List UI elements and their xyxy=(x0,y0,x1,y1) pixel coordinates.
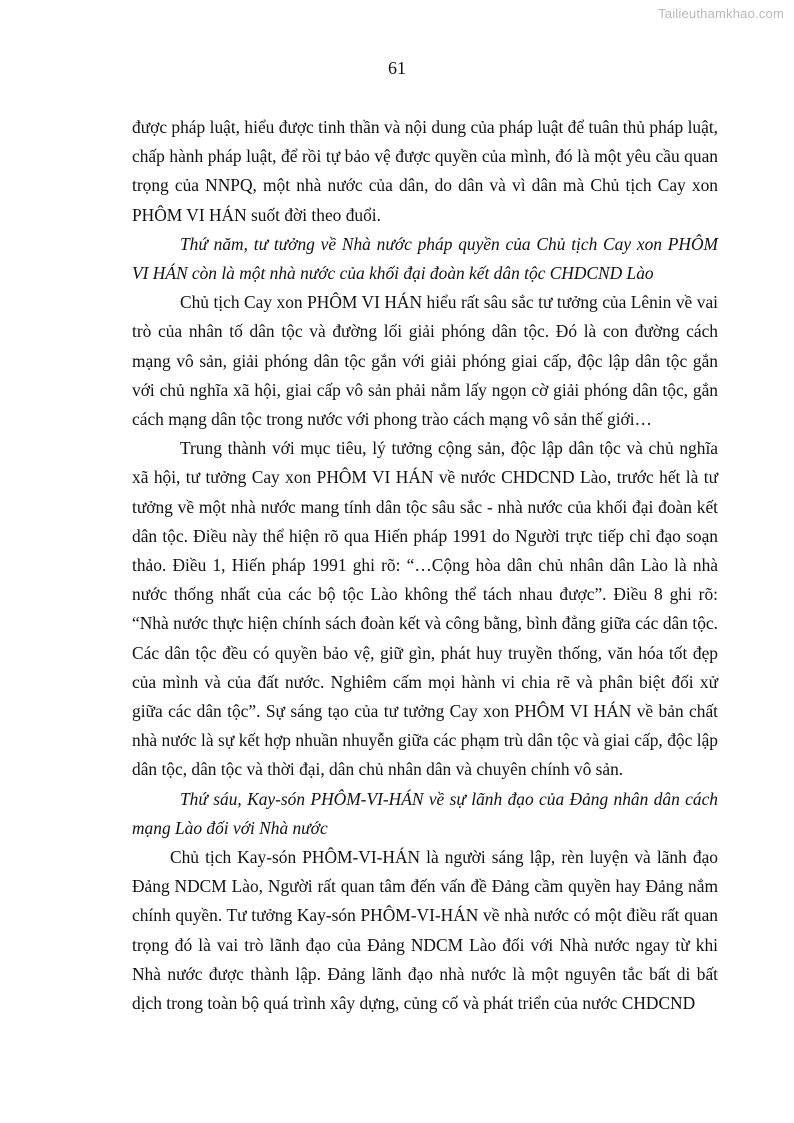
page-number: 61 xyxy=(388,58,406,78)
paragraph: Trung thành với mục tiêu, lý tưởng cộng sản, độc lập dân tộc và chủ nghĩa xã hội, tư tưởng Cay xon PHÔM VI HÁN về nước CHDCND Lào, trước hết là tư tưởng về một nhà nước mang tính dân tộc sâu sắc - nhà nước của khối đại đoàn kết dân tộc. Điều này thể hiện rõ qua Hiến pháp 1991 do Người trực tiếp chỉ đạo soạn thảo. Điều 1, Hiến pháp 1991 ghi rõ: “…Cộng hòa dân chủ nhân dân Lào là nhà nước thống nhất của các bộ tộc Lào không thể tách nhau được”. Điều 8 ghi rõ: “Nhà nước thực hiện chính sách đoàn kết và công bằng, bình đẳng giữa các dân tộc. Các dân tộc đều có quyền bảo vệ, giữ gìn, phát huy truyền thống, văn hóa tốt đẹp của mình và của đất nước. Nghiêm cấm mọi hành vi chia rẽ và phân biệt đối xử giữa các dân tộc”. Sự sáng tạo của tư tưởng Cay xon PHÔM VI HÁN về bản chất nhà nước là sự kết hợp nhuần nhuyễn giữa các phạm trù dân tộc và giai cấp, độc lập dân tộc, dân tộc và thời đại, dân chủ nhân dân và chuyên chính vô sản. xyxy=(132,438,718,780)
paragraph-continuation: được pháp luật, hiểu được tinh thần và nội dung của pháp luật để tuân thủ pháp luật, chấp hành pháp luật, để rồi tự bảo vệ được quyền của mình, đó là một yêu cầu quan trọng của NNPQ, một nhà nước của dân, do dân và vì dân mà Chủ tịch Cay xon PHÔM VI HÁN suốt đời theo đuổi. xyxy=(132,117,718,225)
document-body xyxy=(132,113,718,1018)
section-heading-fifth: Thứ năm, tư tưởng về Nhà nước pháp quyền của Chủ tịch Cay xon PHÔM VI HÁN còn là một nhà nước của khối đại đoàn kết dân tộc CHDCND Lào xyxy=(132,233,718,284)
paragraph: Chủ tịch Cay xon PHÔM VI HÁN hiểu rất sâu sắc tư tưởng của Lênin về vai trò của nhân tố dân tộc và đường lối giải phóng dân tộc. Đó là con đường cách mạng vô sản, giải phóng dân tộc gắn với giải phóng giai cấp, độc lập dân tộc gắn với chủ nghĩa xã hội, giai cấp vô sản phải nắm lấy ngọn cờ giải phóng dân tộc, gắn cách mạng dân tộc trong nước với phong trào cách mạng vô sản thế giới… xyxy=(132,292,718,430)
paragraph: Chủ tịch Kay-són PHÔM-VI-HÁN là người sáng lập, rèn luyện và lãnh đạo Đảng NDCM Lào, Người rất quan tâm đến vấn đề Đảng cầm quyền hay Đảng nắm chính quyền. Tư tưởng Kay-són PHÔM-VI-HÁN về nhà nước có một điều rất quan trọng đó là vai trò lãnh đạo của Đảng NDCM Lào đối với Nhà nước ngay từ khi Nhà nước được thành lập. Đảng lãnh đạo nhà nước là một nguyên tắc bất di bất dịch trong toàn bộ quá trình xây dựng, củng cố và phát triển của nước CHDCND xyxy=(132,847,718,1014)
watermark: Tailieuthamkhao.com xyxy=(658,6,784,21)
section-heading-sixth: Thứ sáu, Kay-són PHÔM-VI-HÁN về sự lãnh đạo của Đảng nhân dân cách mạng Lào đối với Nhà nước xyxy=(132,788,718,838)
